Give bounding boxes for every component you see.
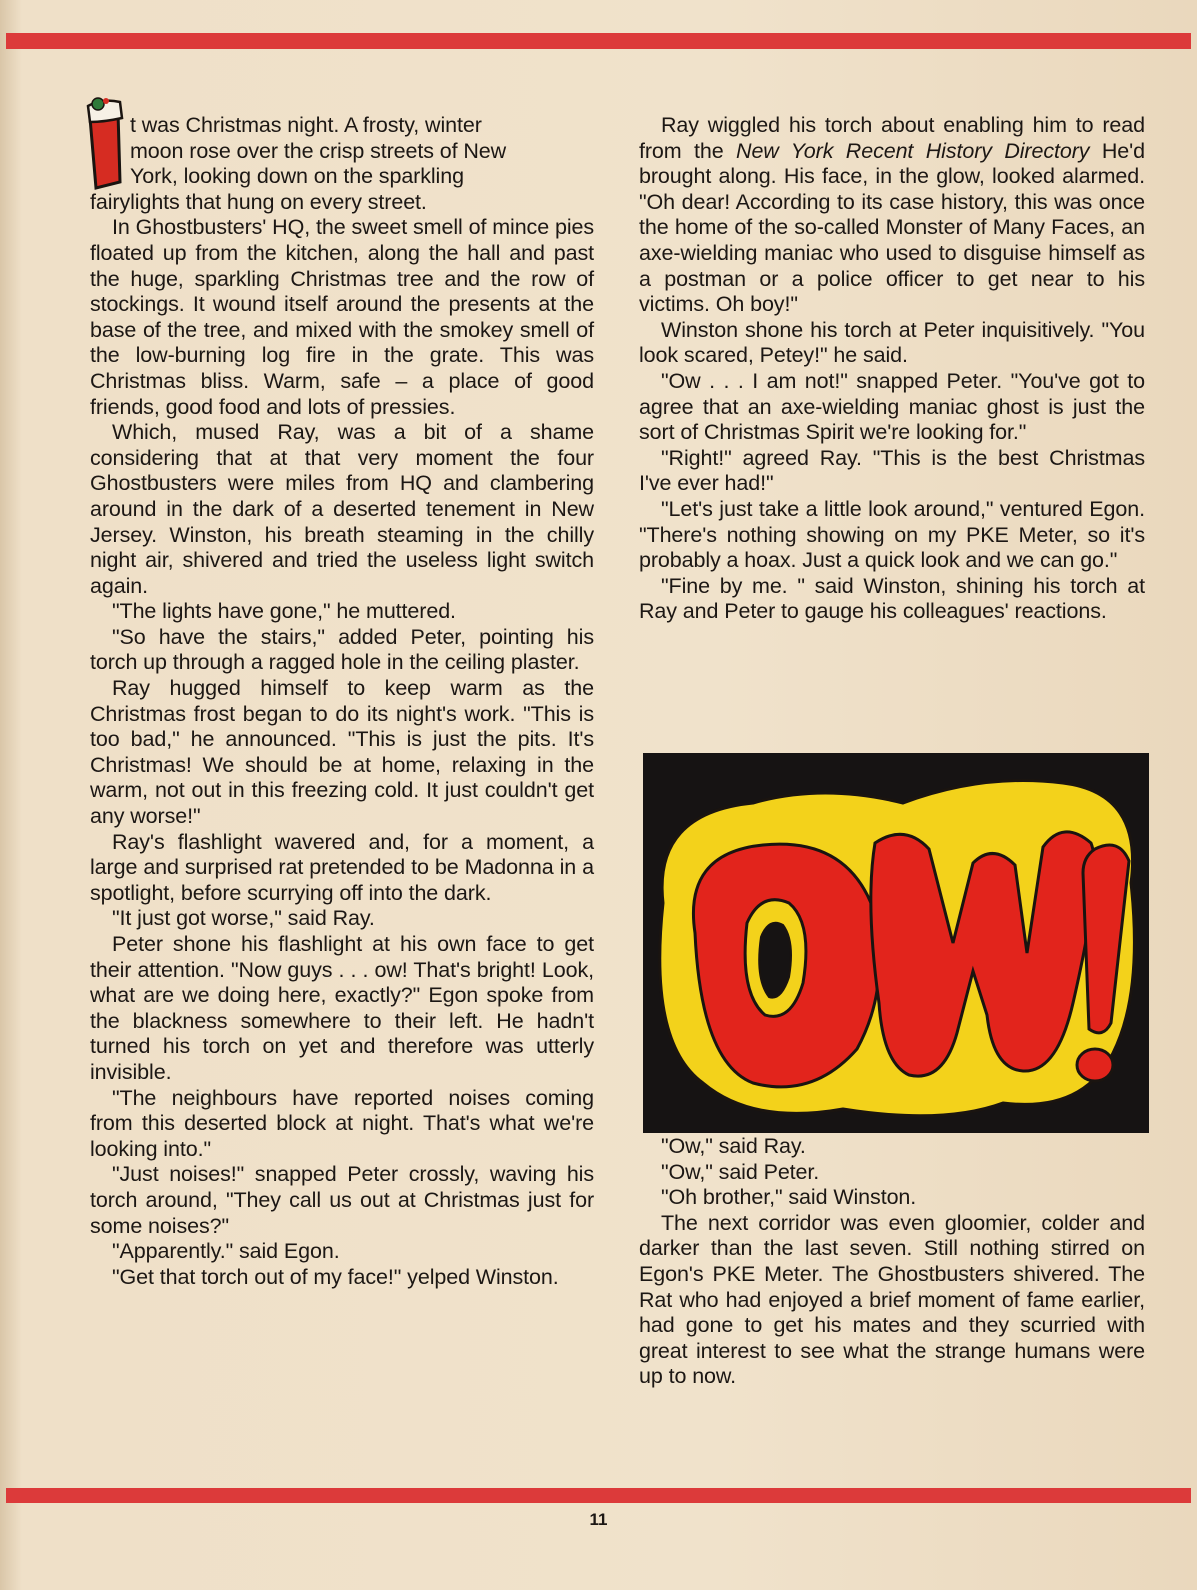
directory-title: New York Recent History Directory — [736, 138, 1090, 163]
page-number: 11 — [589, 1510, 608, 1529]
paragraph: "Get that torch out of my face!" yelped Winston. — [112, 1264, 559, 1289]
right-column-lower — [639, 1134, 1145, 1390]
text-run: He'd brought along. His face, in the glow, looked alarmed. "Oh dear! According to its case history, this was once the home of the so-called Monster of Many Faces, an axe-wielding maniac who used to disguise himself as a postman or a police officer to get near to his victims. Oh boy!" — [639, 138, 1145, 317]
paragraph: "Fine by me. " said Winston, shining his torch at Ray and Peter to gauge his colleagues' reactions. — [639, 573, 1145, 624]
paragraph: "Ow," said Peter. — [661, 1159, 820, 1184]
paragraph: "Ow . . . I am not!" snapped Peter. "You've got to agree that an axe-wielding maniac ghost is just the sort of Christmas Spirit we're looking for." — [639, 368, 1145, 445]
paragraph: "So have the stairs," added Peter, pointing his torch up through a ragged hole in the ceiling plaster. — [90, 624, 594, 675]
paragraph: "Let's just take a little look around," ventured Egon. "There's nothing showing on my PKE Meter, so it's probably a hoax. Just a quick look and we can go." — [639, 496, 1145, 573]
paragraph: Ray hugged himself to keep warm as the Christmas frost began to do its night's work. "This is too bad," he announced. "This is just the pits. It's Christmas! We should be at home, relaxing in the warm, not out in this freezing cold. It just couldn't get any worse!" — [90, 676, 594, 829]
top-red-rule — [6, 33, 1191, 49]
ow-sound-effect-art — [643, 753, 1149, 1133]
paragraph: Winston shone his torch at Peter inquisitively. "You look scared, Petey!" he said. — [639, 317, 1145, 368]
paragraph: The next corridor was even gloomier, colder and darker than the last seven. Still nothing stirred on Egon's PKE Meter. The Ghostbusters shivered. The Rat who had enjoyed a brief moment of fame earlier, had gone to get his mates and they scurried with great interest to see what the strange humans were up to now. — [639, 1210, 1145, 1389]
paragraph: "The neighbours have reported noises coming from this deserted block at night. That's what we're looking into." — [90, 1085, 594, 1161]
dropcap-letter: I — [84, 96, 85, 97]
paragraph: Peter shone his flashlight at his own face to get their attention. "Now guys . . . ow! That's bright! Look, what are we doing here, exactly?" Egon spoke from the blackness somewhere to their left. He hadn't turned his torch on yet and therefore was utterly invisible. — [90, 932, 594, 1084]
bottom-red-rule — [6, 1488, 1191, 1503]
opening-line-2: moon rose over the crisp streets of New — [130, 138, 507, 163]
paragraph: "Ow," said Ray. — [661, 1134, 806, 1158]
paragraph: Ray's flashlight wavered and, for a moment, a large and surprised rat pretended to be Madonna in a spotlight, before scurrying off into the dark. — [90, 829, 594, 905]
paragraph: In Ghostbusters' HQ, the sweet smell of mince pies floated up from the kitchen, along the hall and past the huge, sparkling Christmas tree and the row of stockings. It wound itself around the presents at the base of the tree, and mixed with the smokey smell of the low-burning log fire in the grate. This was Christmas bliss. Warm, safe – a place of good friends, good food and lots of pressies. — [90, 215, 594, 419]
paragraph: "Oh brother," said Winston. — [661, 1185, 917, 1210]
paragraph: "The lights have gone," he muttered. — [112, 599, 456, 624]
left-column — [90, 113, 594, 1290]
paragraph: "Right!" agreed Ray. "This is the best Christmas I've ever had!" — [639, 445, 1145, 496]
right-column — [639, 113, 1145, 625]
paragraph: "It just got worse," said Ray. — [112, 906, 375, 931]
paragraph: "Just noises!" snapped Peter crossly, waving his torch around, "They call us out at Christmas just for some noises?" — [90, 1162, 594, 1238]
paragraph: Which, mused Ray, was a bit of a shame considering that at that very moment the four Ghostbusters were miles from HQ and clambering around in the dark of a deserted tenement in New Jersey. Winston, his breath steaming in the chilly night air, shivered and tried the useless light switch again. — [90, 420, 594, 598]
paragraph — [639, 113, 1145, 318]
paragraph: "Apparently." said Egon. — [112, 1239, 340, 1264]
text-run: Ray wiggled his torch about enabling him to read from the — [639, 113, 1145, 163]
opening-line-3: York, looking down on the sparkling — [130, 164, 464, 189]
paragraph: fairylights that hung on every street. — [90, 189, 427, 214]
opening-line-1: t was Christmas night. A frosty, winter — [130, 113, 482, 137]
ow-text: OW! — [643, 753, 645, 754]
ow-illustration-panel — [643, 753, 1149, 1133]
